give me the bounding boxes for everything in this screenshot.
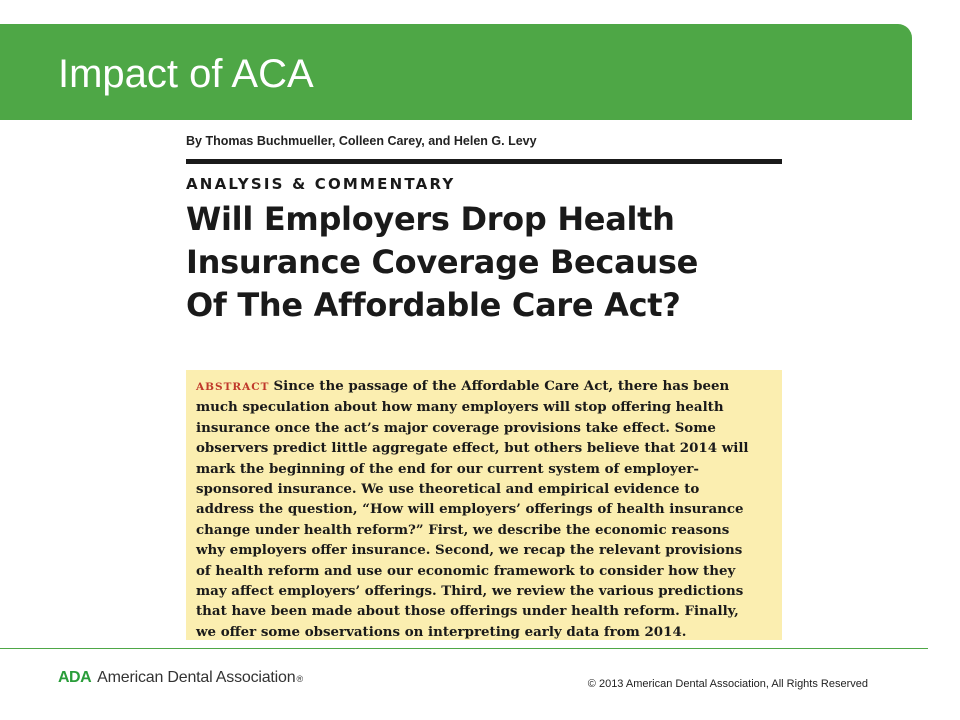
abstract-line: why employers offer insurance. Second, we recap the relevant provisions [196,542,743,559]
footer-divider [0,648,928,649]
headline-line: Of The Affordable Care Act? [186,286,681,324]
copyright-notice: © 2013 American Dental Association, All Rights Reserved [587,678,868,690]
abstract-line: mark the beginning of the end for our current system of employer- [196,460,699,477]
abstract-line-text: Since the passage of the Affordable Care Act, there has been [273,378,730,394]
abstract-line: observers predict little aggregate effect, but others believe that 2014 will [196,440,749,457]
abstract-line: we offer some observations on interpreting early data from 2014. [196,623,687,640]
abstract-line: may affect employers’ offerings. Third, we review the various predictions [196,583,744,600]
article-divider [186,159,782,164]
logo-organization-name: American Dental Association [97,669,296,686]
abstract-box [186,370,782,640]
abstract-line [196,376,772,397]
slide-title: Impact of ACA [58,52,314,96]
abstract-line: address the question, “How will employers’ offerings of health insurance [196,501,744,518]
logo-registered-mark: ® [296,674,304,684]
headline-line: Insurance Coverage Because [186,243,699,281]
abstract-line: sponsored insurance. We use theoretical and empirical evidence to [196,481,700,498]
abstract-label: ABSTRACT [196,381,270,393]
headline-line: Will Employers Drop Health [186,200,675,238]
article-byline: By Thomas Buchmueller, Colleen Carey, and Helen G. Levy [186,134,537,148]
ada-logo [58,669,303,687]
abstract-line: change under health reform?” First, we describe the economic reasons [196,521,730,538]
logo-abbreviation: ADA [58,669,92,686]
abstract-line: much speculation about how many employers will stop offering health [196,399,724,416]
abstract-line: that have been made about those offerings under health reform. Finally, [196,603,739,620]
abstract-line: of health reform and use our economic framework to consider how they [196,562,736,579]
abstract-text [196,376,772,642]
article-headline [186,198,782,327]
abstract-line: insurance once the act’s major coverage provisions take effect. Some [196,419,716,436]
article-section-label: ANALYSIS & COMMENTARY [186,175,456,193]
